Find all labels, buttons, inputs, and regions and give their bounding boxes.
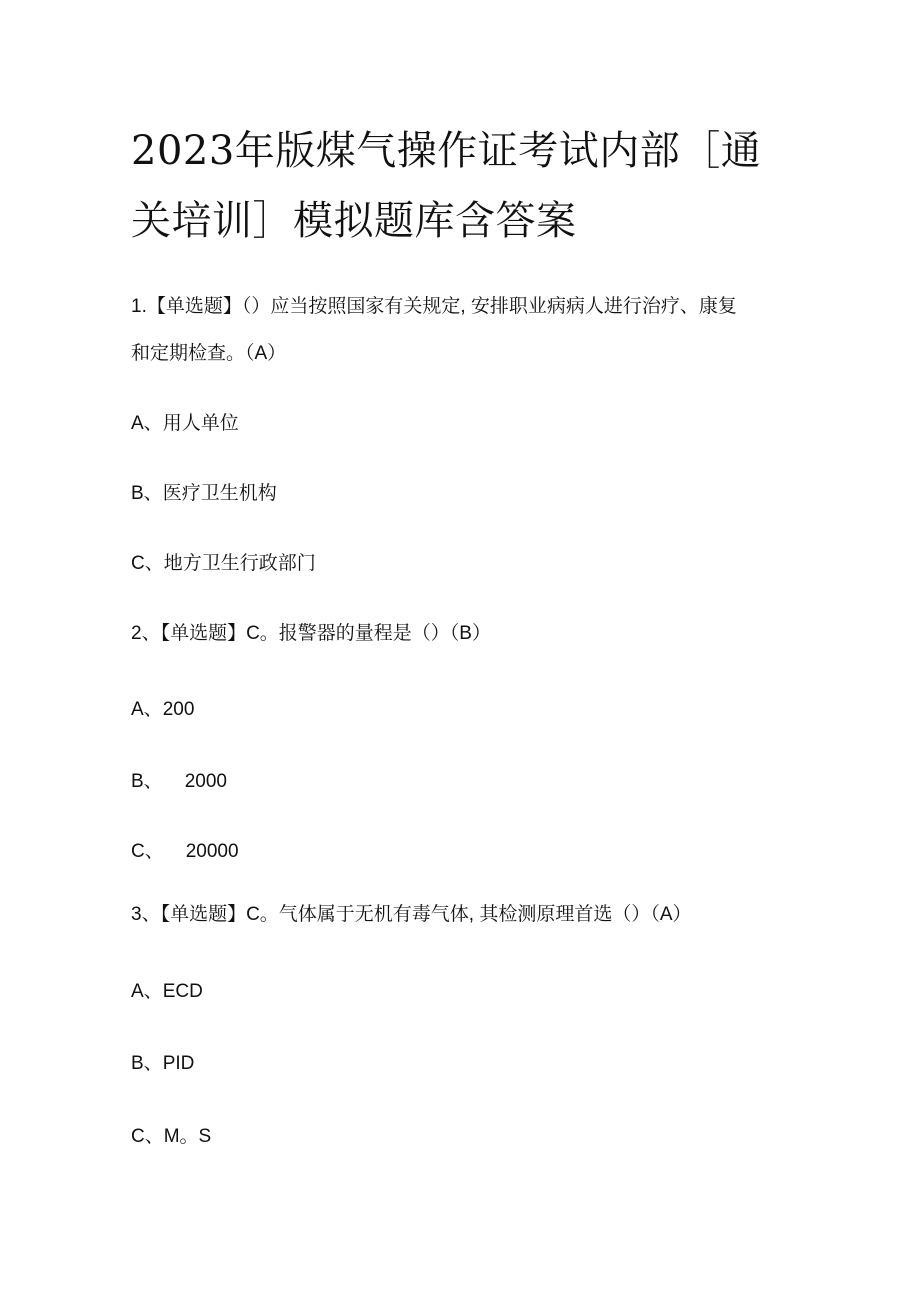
question-1-option-c xyxy=(131,552,316,576)
option-text: 20000 xyxy=(185,841,239,862)
question-3-option-b xyxy=(131,1052,194,1076)
option-text: M。S xyxy=(163,1126,212,1147)
question-3-stem: 3、【单选题】C。气体属于无机有毒气体, 其检测原理首选（）（A） xyxy=(131,904,692,925)
option-label: C、 xyxy=(131,1126,164,1147)
option-label: B、 xyxy=(131,483,163,504)
question-1-stem-line-2: 和定期检查。（A） xyxy=(131,343,287,364)
question-1-option-a xyxy=(131,412,239,436)
option-label: A、 xyxy=(131,699,163,720)
option-text: 用人单位 xyxy=(162,413,239,434)
option-label: A、 xyxy=(131,981,163,1002)
question-2-option-b xyxy=(131,770,227,794)
option-text: 2000 xyxy=(184,771,227,792)
question-1-option-b xyxy=(131,482,277,506)
title-line-1: 2023年版煤气操作证考试内部［通 xyxy=(131,128,762,174)
option-label: C、 xyxy=(131,841,164,862)
question-2-option-c xyxy=(131,840,239,864)
question-2-stem: 2、【单选题】C。报警器的量程是（）（B） xyxy=(131,623,491,644)
option-text: 地方卫生行政部门 xyxy=(163,553,316,574)
title-line-2: 关培训］模拟题库含答案 xyxy=(131,198,577,244)
option-text: 医疗卫生机构 xyxy=(162,483,277,504)
option-text: 200 xyxy=(162,699,195,720)
question-3-option-a xyxy=(131,980,203,1004)
option-label: B、 xyxy=(131,771,163,792)
option-text: ECD xyxy=(162,981,203,1002)
option-text: PID xyxy=(162,1053,195,1074)
question-3-option-c xyxy=(131,1125,211,1149)
question-2-option-a xyxy=(131,698,194,722)
document-title xyxy=(131,116,791,256)
question-1-stem-line-1: 1.【单选题】（）应当按照国家有关规定, 安排职业病病人进行治疗、康复 xyxy=(131,296,737,317)
option-label: C、 xyxy=(131,553,164,574)
option-label: A、 xyxy=(131,413,163,434)
option-label: B、 xyxy=(131,1053,163,1074)
